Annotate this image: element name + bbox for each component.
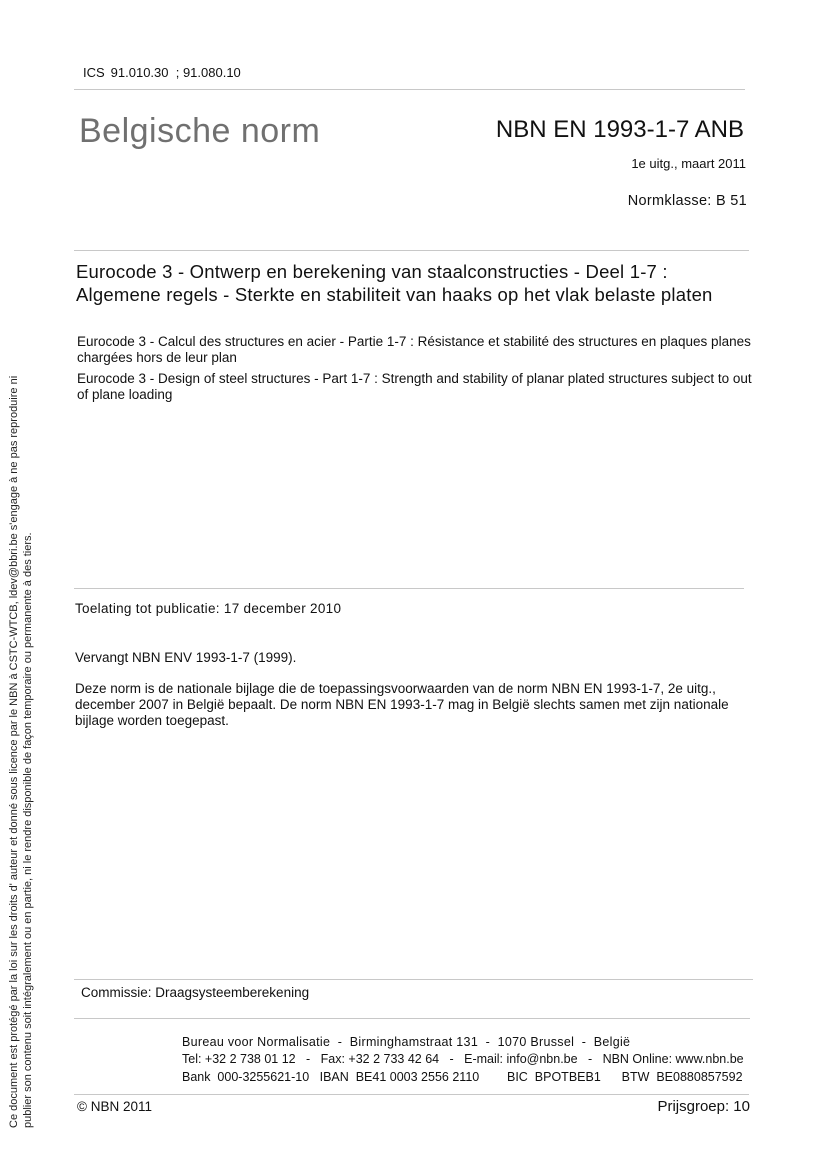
approval-date: Toelating tot publicatie: 17 december 2010 — [75, 601, 342, 616]
title-divider — [74, 250, 749, 251]
copyright-side-note — [7, 353, 35, 1128]
side-note-line: publier son contenu soit intégralement ou en partie, ni le rendre disponible de façon temporaire ou permanente à des tiers. — [22, 532, 34, 1128]
scope-paragraph: Deze norm is de nationale bijlage die de toepassingsvoorwaarden van de norm NBN EN 1993-1-7, 2e uitg., december 2007 in België bepaalt. De norm NBN EN 1993-1-7 mag in België slechts samen met zijn nationale bijlage worden toegepast. — [75, 681, 729, 728]
contact-line: Tel: +32 2 738 01 12 - Fax: +32 2 733 42 64 - E-mail: info@nbn.be - NBN Online: www.nbn.be — [182, 1052, 744, 1066]
side-note-line: Ce document est protégé par la loi sur les droits d' auteur et donné sous licence par le NBN à CSTC-WTCB, ldev@bbri.be s'engage à ne pas reproduire ni — [8, 375, 20, 1128]
ics-label: ICS — [83, 65, 105, 80]
bank-line: Bank 000-3255621-10 IBAN BE41 0003 2556 2110 BIC BPOTBEB1 BTW BE0880857592 — [182, 1070, 743, 1084]
norm-number: NBN EN 1993-1-7 ANB — [495, 116, 744, 143]
commission-divider-top — [74, 979, 753, 980]
title-english: Eurocode 3 - Design of steel structures - Part 1-7 : Strength and stability of planar plated structures subject to out of plane loading — [77, 371, 752, 402]
replaces-note: Vervangt NBN ENV 1993-1-7 (1999). — [75, 650, 297, 665]
norm-class: Normklasse: B 51 — [627, 193, 747, 209]
copyright: © NBN 2011 — [77, 1099, 152, 1114]
address-line: Bureau voor Normalisatie - Birminghamstraat 131 - 1070 Brussel - België — [182, 1035, 631, 1049]
brand-title: Belgische norm — [79, 112, 321, 150]
ics-codes: 91.010.30 ; 91.080.10 — [110, 65, 241, 80]
ics-classification — [83, 65, 241, 80]
edition-info: 1e uitg., maart 2011 — [631, 156, 746, 171]
header-divider — [74, 89, 745, 90]
commission: Commissie: Draagsysteemberekening — [81, 985, 310, 1000]
price-group: Prijsgroep: 10 — [657, 1098, 750, 1115]
title-dutch: Eurocode 3 - Ontwerp en berekening van staalconstructies - Deel 1-7 : Algemene regels - Sterkte en stabiliteit van haaks op het vlak belaste platen — [76, 261, 713, 305]
title-french: Eurocode 3 - Calcul des structures en acier - Partie 1-7 : Résistance et stabilité des structures en plaques planes chargées hors de leur plan — [77, 334, 751, 365]
commission-divider-bottom — [74, 1018, 750, 1019]
footer-divider — [74, 1094, 749, 1095]
body-divider — [74, 588, 744, 589]
